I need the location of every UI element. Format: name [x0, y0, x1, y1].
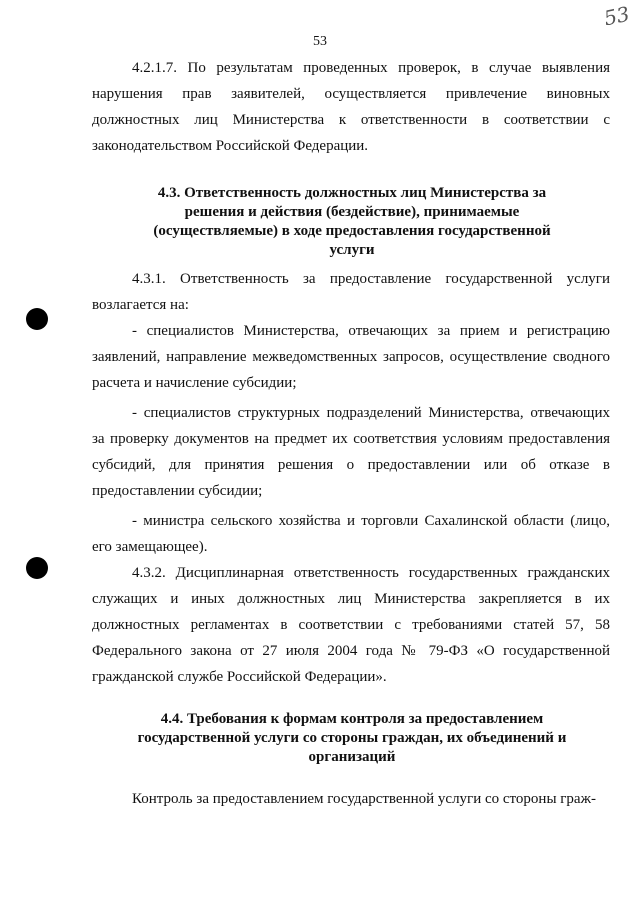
list-item: - специалистов структурных подразделений Министерства, отвечающих за проверку документов на предмет их соответствия условиям предоставления субсидий, для принятия решения о предоставлении или об отказе в предоставлении субсидии; [92, 405, 610, 499]
list-item: - министра сельского хозяйства и торговли Сахалинской области (лицо, его замещающее). [92, 513, 610, 555]
page-number: 53 [313, 34, 327, 49]
paragraph-4-2-1-7: 4.2.1.7. По результатам проведенных проверок, в случае выявления нарушения прав заявителей, осуществляется привлечение виновных должностных лиц Министерства к ответственности в соответствии с законодательством Российской Федерации. [92, 60, 610, 154]
paragraph-continued: Контроль за предоставлением государственной услуги со стороны граж- [132, 791, 596, 807]
paragraph-4-3-2: 4.3.2. Дисциплинарная ответственность государственных гражданских служащих и иных должностных лиц Министерства закрепляется в их должностных регламентах в соответствии с требованиями статей 57, 58 Федерального закона от 27 июля 2004 года № 79-ФЗ «О государственной гражданской службе Российской Федерации». [92, 565, 610, 685]
paragraph-4-3-1: 4.3.1. Ответственность за предоставление государственной услуги возлагается на: [92, 271, 610, 313]
list-item: - специалистов Министерства, отвечающих за прием и регистрацию заявлений, направление межведомственных запросов, осуществление сводного расчета и начисление субсидии; [92, 323, 610, 391]
section-heading-4-3: 4.3. Ответственность должностных лиц Министерства за решения и действия (бездействие), принимаемые (осуществляемые) в ходе предоставления государственной услуги [153, 185, 551, 258]
punch-hole [26, 308, 48, 330]
section-heading-4-4: 4.4. Требования к формам контроля за предоставлением государственной услуги со стороны граждан, их объединений и организаций [137, 711, 567, 765]
handwritten-page-mark: 53 [601, 1, 632, 31]
punch-hole [26, 557, 48, 579]
